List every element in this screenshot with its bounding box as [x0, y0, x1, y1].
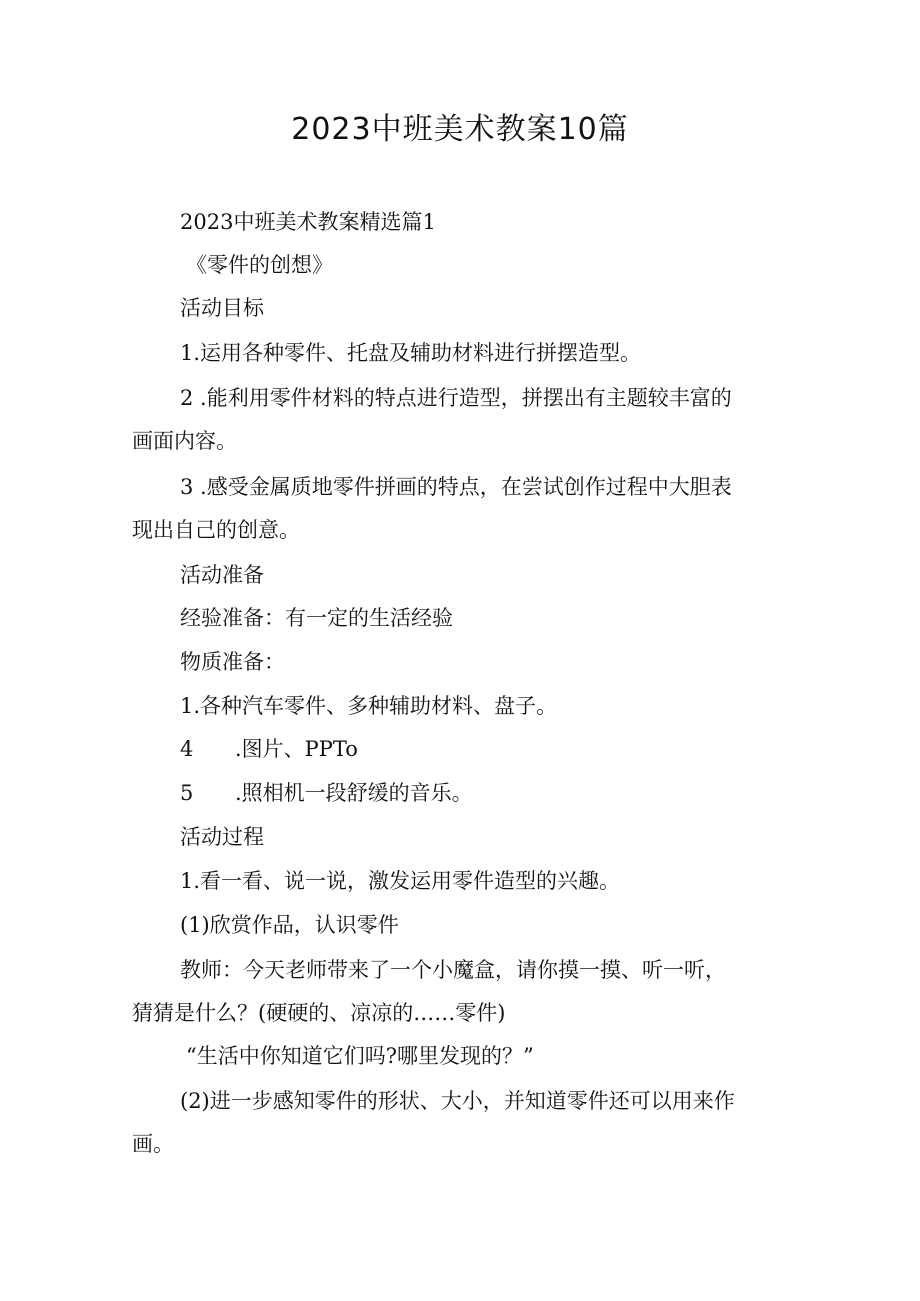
process-substep-2: (2)进一步感知零件的形状、大小，并知道零件还可以用来作 [180, 1089, 735, 1113]
item-number: 5 [180, 781, 194, 805]
process-substep-1: (1)欣赏作品，认识零件 [180, 913, 399, 937]
teacher-dialogue: 教师：今天老师带来了一个小魔盒，请你摸一摸、听一听， [180, 958, 726, 982]
document-title: 2023中班美术教案10篇 [291, 112, 629, 147]
goal-item-3-continued: 现出自己的创意。 [132, 518, 300, 542]
subheading-preparation: 活动准备 [180, 563, 264, 587]
item-text: .图片、PPTo [235, 737, 358, 761]
subheading-goals: 活动目标 [180, 296, 264, 320]
item-text: .照相机一段舒缓的音乐。 [235, 781, 473, 805]
material-preparation: 物质准备： [180, 650, 285, 674]
process-substep-2-continued: 画。 [132, 1132, 174, 1156]
section-heading: 2023中班美术教案精选篇1 [180, 210, 436, 234]
process-step-1: 1.看一看、说一说，激发运用零件造型的兴趣。 [180, 869, 621, 893]
teacher-question: “生活中你知道它们吗?哪里发现的？” [186, 1044, 534, 1068]
experience-preparation: 经验准备：有一定的生活经验 [180, 606, 453, 630]
material-item-4 [180, 734, 358, 764]
goal-item-1: 1.运用各种零件、托盘及辅助材料进行拼摆造型。 [180, 341, 642, 365]
goal-item-2-continued: 画面内容。 [132, 429, 237, 453]
material-item-5 [180, 778, 473, 808]
material-item-1: 1.各种汽车零件、多种辅助材料、盘子。 [180, 694, 558, 718]
goal-item-3: 3 .感受金属质地零件拼画的特点，在尝试创作过程中大胆表 [180, 475, 732, 499]
teacher-dialogue-continued: 猜猜是什么？(硬硬的、凉凉的……零件) [132, 1001, 506, 1025]
item-number: 4 [180, 737, 194, 761]
lesson-title: 《零件的创想》 [186, 253, 333, 277]
subheading-process: 活动过程 [180, 825, 264, 849]
goal-item-2: 2 .能利用零件材料的特点进行造型，拼摆出有主题较丰富的 [180, 386, 732, 410]
